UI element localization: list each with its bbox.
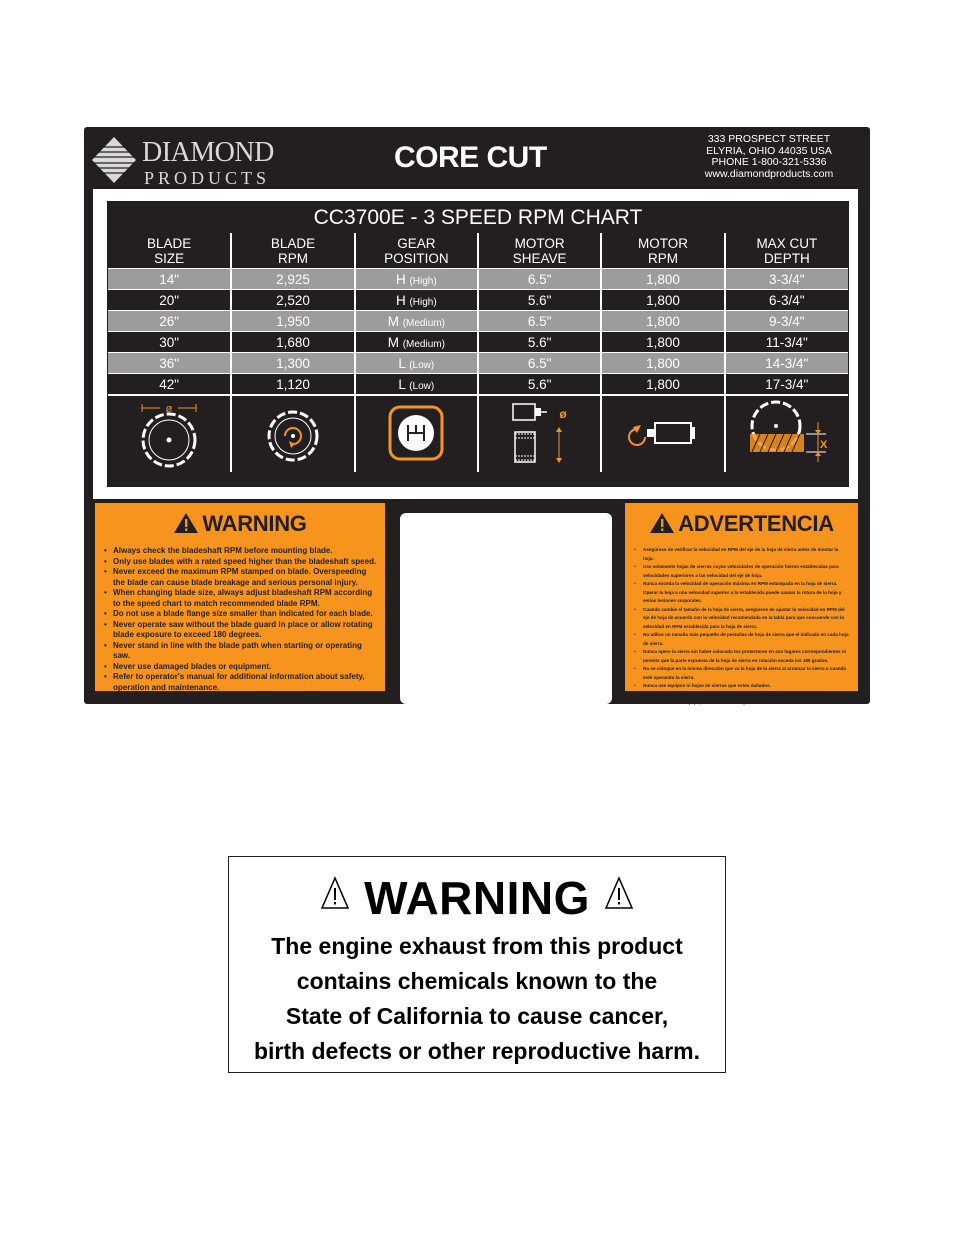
- cell-blade-size: 26": [108, 311, 231, 332]
- address-line: 333 PROSPECT STREET: [707, 133, 831, 145]
- cell-motor-sheave: 6.5": [478, 311, 601, 332]
- address-line: www.diamondproducts.com: [704, 167, 834, 180]
- blade-rotation-icon: [231, 395, 354, 472]
- prop65-line: State of California to cause cancer,: [285, 1003, 669, 1029]
- rpm-table: [108, 233, 848, 472]
- prop65-line: contains chemicals known to the: [296, 968, 658, 994]
- warning-heading: WARNING: [95, 503, 385, 540]
- cell-cut-depth: 11-3/4": [725, 332, 848, 353]
- motor-sheave-icon: [478, 395, 601, 472]
- table-header-row: [108, 233, 848, 269]
- address-line: PHONE 1-800-321-5336: [711, 156, 827, 168]
- prop65-warning-box: [228, 856, 726, 1073]
- core-cut-decal: [84, 127, 870, 704]
- advertencia-item: • Asegúrese de verificar la velocidad en RPM del eje de la hoja de sierra antes de montar la hoja.: [643, 546, 850, 563]
- cell-motor-sheave: 5.6": [478, 332, 601, 353]
- cell-cut-depth: 6-3/4": [725, 290, 848, 311]
- blade-diameter-icon: [108, 395, 231, 472]
- cell-cut-depth: 14-3/4": [725, 353, 848, 374]
- cell-blade-size: 30": [108, 332, 231, 353]
- cell-motor-rpm: 1,800: [601, 374, 724, 396]
- table-row: [108, 353, 848, 374]
- cell-motor-sheave: 6.5": [478, 269, 601, 290]
- cell-blade-rpm: 2,925: [231, 269, 354, 290]
- rpm-chart: [107, 201, 849, 487]
- svg-text:ø: ø: [558, 406, 567, 421]
- warning-item: • Always check the bladeshaft RPM before mounting blade.: [113, 546, 377, 557]
- cut-depth-icon: [725, 395, 848, 472]
- advertencia-item: • No se coloque en la misma dirección que va la hoja de la sierra al arrancar la sierra o cuando esté operando la sierra.: [643, 665, 850, 682]
- table-row: [108, 332, 848, 353]
- cell-blade-rpm: 1,680: [231, 332, 354, 353]
- warning-item: • Never use damaged blades or equipment.: [113, 662, 377, 673]
- warning-triangle-icon: [604, 867, 634, 921]
- col-header-motor-rpm: MOTOR RPM: [601, 233, 724, 269]
- cell-blade-rpm: 1,120: [231, 374, 354, 396]
- gear-shift-icon: [355, 395, 478, 472]
- company-address: [694, 134, 844, 180]
- cell-cut-depth: 3-3/4": [725, 269, 848, 290]
- decal-cutout: [400, 513, 612, 704]
- prop65-line: The engine exhaust from this product: [271, 933, 683, 959]
- brand-sub: PRODUCTS: [144, 168, 271, 188]
- warning-item: • Never operate saw without the blade guard in place or allow rotating blade exposure to exceed 180 degrees.: [113, 620, 377, 641]
- advertencia-heading: ADVERTENCIA: [625, 503, 858, 540]
- cell-blade-rpm: 1,950: [231, 311, 354, 332]
- col-header-motor-sheave: MOTOR SHEAVE: [478, 233, 601, 269]
- cell-motor-sheave: 6.5": [478, 353, 601, 374]
- cell-motor-rpm: 1,800: [601, 311, 724, 332]
- cell-motor-rpm: 1,800: [601, 332, 724, 353]
- advertencia-item: • Cuando cambie el tamaño de la hoja de sierra, asegúrese de ajustar la velocidad en RPM del eje de hoja de acuerdo con la velocidad recomendada en la tabla para que concuerde con la velocidad en RPM establecida para la hoja de sierra.: [643, 606, 850, 632]
- cell-motor-rpm: 1,800: [601, 290, 724, 311]
- chart-title: CC3700E - 3 SPEED RPM CHART: [313, 206, 643, 229]
- cell-motor-rpm: 1,800: [601, 353, 724, 374]
- icon-row: [108, 395, 848, 472]
- svg-text:ø: ø: [165, 402, 173, 415]
- warning-item: • Do not use a blade flange size smaller than indicated for each blade.: [113, 609, 377, 620]
- warning-item: • Never exceed the maximum RPM stamped on blade. Overspeeding the blade can cause blade breakage and serious personal injury.: [113, 567, 377, 588]
- warning-list: [95, 546, 385, 693]
- advertencia-item: • Use solamente hojas de sierras cuyas velocidades de operación fueron establecidas para velocidades superiores a las velocidad del eje de hoja.: [643, 563, 850, 580]
- col-header-max-cut-depth: MAX CUT DEPTH: [725, 233, 848, 269]
- advertencia-item: • Nunca use equipos ni hojas de sierras que estén dañados.: [643, 682, 850, 691]
- cell-cut-depth: 17-3/4": [725, 374, 848, 396]
- diamond-products-logo: [92, 135, 302, 188]
- svg-text:X: X: [819, 438, 828, 451]
- chart-panel: [93, 189, 858, 499]
- advertencia-item: • Nunca opere la sierra sin haber colocado los protectores en sus lugares correspondientes ni permita que la parte expuesta de la hoja de sierra en rotación exceda los 180 grados.: [643, 648, 850, 665]
- cell-motor-rpm: 1,800: [601, 269, 724, 290]
- cell-motor-sheave: 5.6": [478, 374, 601, 396]
- prop65-text: [229, 929, 725, 1069]
- cell-blade-size: 14": [108, 269, 231, 290]
- table-row: [108, 269, 848, 290]
- advertencia-item: • Nunca exceda la velocidad de operación máxima en RPM estampada en la hoja de sierra. Operar la hoja a una velocidad superior a la establecida puede causar la rotura de la hoja y serias lesiones corporales.: [643, 580, 850, 606]
- cell-blade-size: 36": [108, 353, 231, 374]
- cell-cut-depth: 9-3/4": [725, 311, 848, 332]
- advertencia-item: • Para obtener más información sobre la seguridad de operación, funcionamiento y mantenimiento del equipo, lea el manual del operador.: [643, 691, 850, 708]
- diamond-logo-icon: [92, 137, 136, 183]
- brand-name: DIAMOND: [142, 137, 274, 168]
- cell-gear: L (Low): [355, 374, 478, 396]
- cell-blade-size: 42": [108, 374, 231, 396]
- cell-blade-rpm: 1,300: [231, 353, 354, 374]
- cell-gear: H (High): [355, 269, 478, 290]
- table-row: [108, 290, 848, 311]
- cell-gear: L (Low): [355, 353, 478, 374]
- cell-motor-sheave: 5.6": [478, 290, 601, 311]
- advertencia-item: • No utilice un tamaño más pequeño de pestañas de hoja de sierra que el indicado en cada hoja de sierra.: [643, 631, 850, 648]
- motor-rotation-icon: [601, 395, 724, 472]
- prop65-line: birth defects or other reproductive harm.: [253, 1038, 701, 1064]
- prop65-heading: WARNING: [229, 867, 725, 925]
- cell-gear: H (High): [355, 290, 478, 311]
- warning-item: • Never stand in line with the blade path when starting or operating saw.: [113, 641, 377, 662]
- warning-triangle-icon: [649, 512, 675, 540]
- cell-blade-rpm: 2,520: [231, 290, 354, 311]
- warning-triangle-icon: [320, 867, 350, 921]
- warning-triangle-icon: [173, 512, 199, 540]
- col-header-blade-rpm: BLADE RPM: [231, 233, 354, 269]
- cell-blade-size: 20": [108, 290, 231, 311]
- advertencia-list: [625, 546, 858, 708]
- cell-gear: M (Medium): [355, 311, 478, 332]
- warning-panel-spanish: [625, 503, 858, 705]
- cell-gear: M (Medium): [355, 332, 478, 353]
- col-header-blade-size: BLADE SIZE: [147, 235, 192, 266]
- col-header-gear-position: GEAR POSITION: [355, 233, 478, 269]
- address-line: ELYRIA, OHIO 44035 USA: [706, 144, 832, 157]
- warning-item: • Refer to operator's manual for additional information about safety, operation and maintenance.: [113, 672, 377, 693]
- warning-item: • Only use blades with a rated speed higher than the bladeshaft speed.: [113, 557, 377, 568]
- warning-panel-english: [95, 503, 385, 691]
- warning-item: • When changing blade size, always adjust bladeshaft RPM according to the speed chart to match recommended blade RPM.: [113, 588, 377, 609]
- table-row: [108, 311, 848, 332]
- table-row: [108, 374, 848, 396]
- decal-title: CORE CUT: [394, 141, 547, 174]
